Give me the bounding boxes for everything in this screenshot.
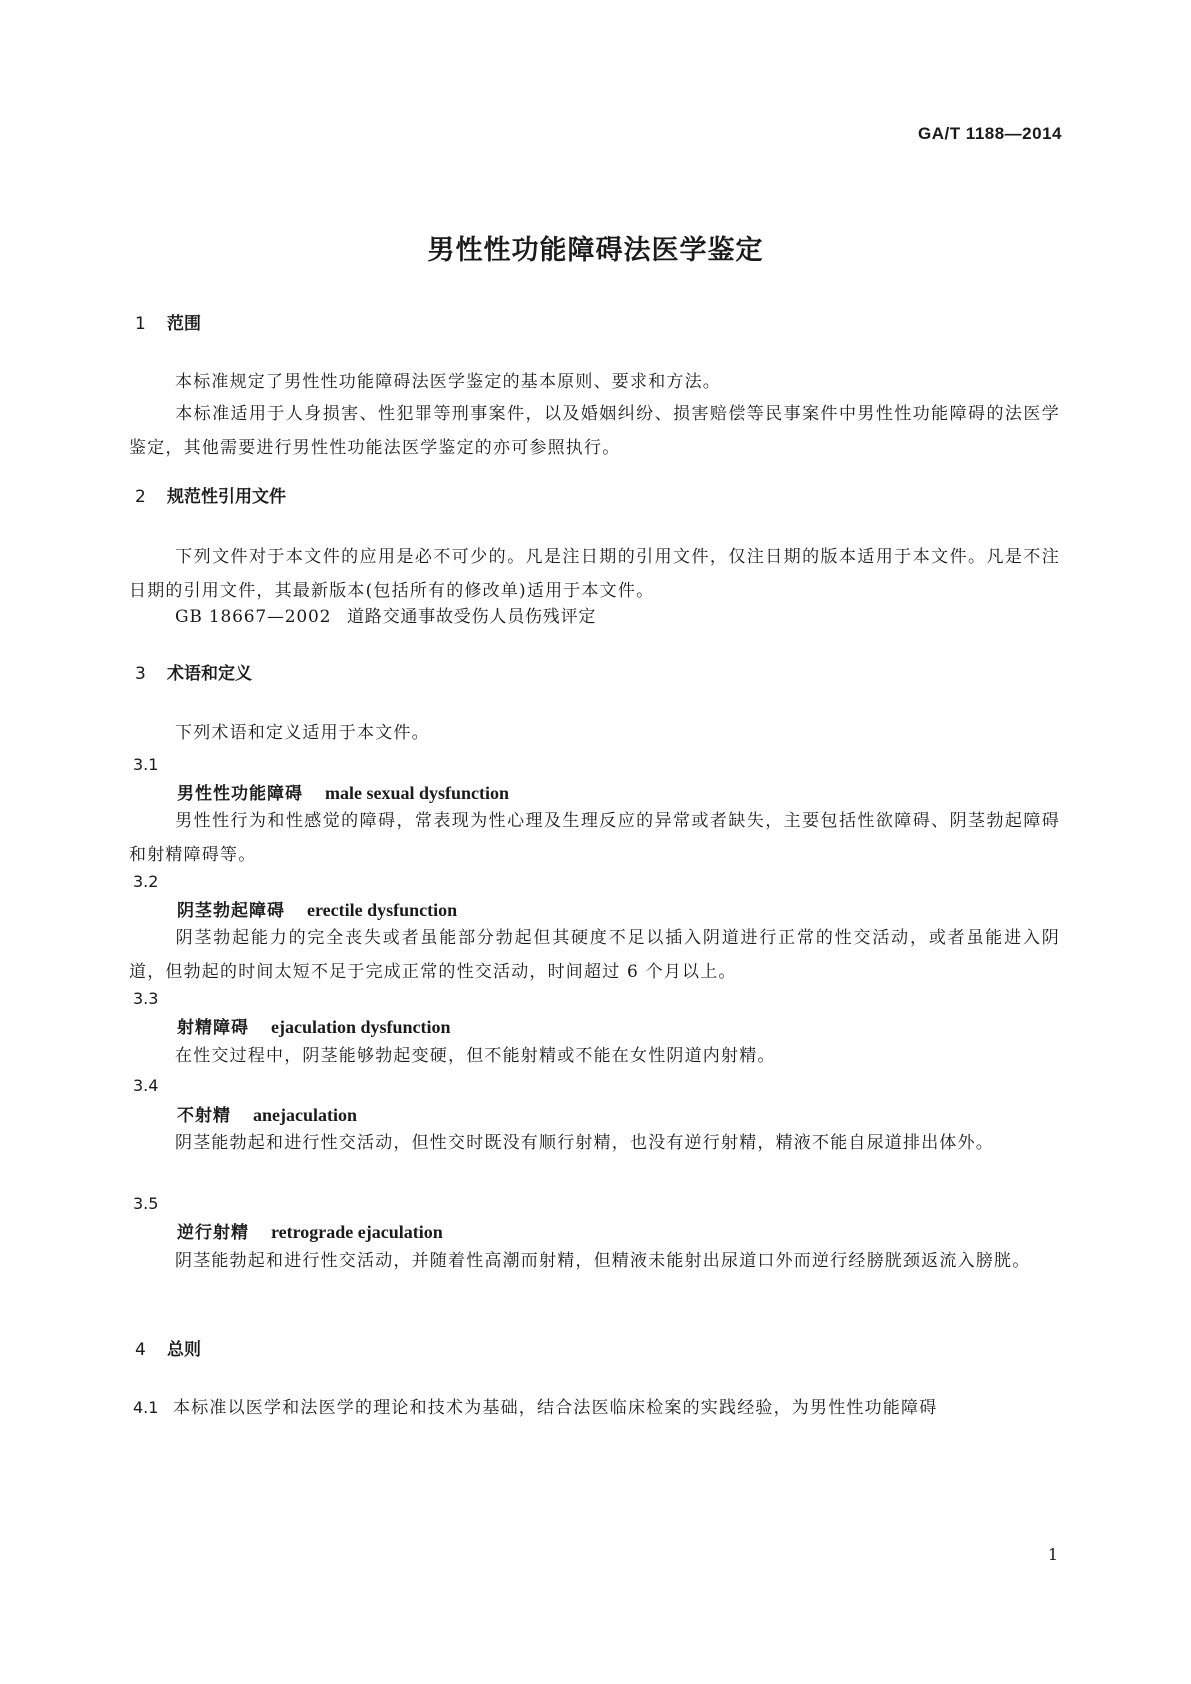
clause-4-1 — [133, 1391, 1060, 1425]
standard-code: GA/T 1188—2014 — [917, 124, 1062, 143]
term-zh: 阴茎勃起障碍 — [177, 901, 285, 921]
clause-number: 4.1 — [133, 1398, 159, 1417]
term-zh: 男性性功能障碍 — [177, 784, 303, 804]
term-heading — [177, 1104, 357, 1127]
term-zh: 逆行射精 — [177, 1223, 249, 1243]
paragraph-text: 男性性行为和性感觉的障碍，常表现为性心理及生理反应的异常或者缺失，主要包括性欲障碍、阴茎勃起障碍和射精障碍等。 — [129, 811, 1060, 865]
term-definition — [129, 804, 1060, 872]
normative-reference — [175, 600, 596, 634]
term-en: ejaculation dysfunction — [271, 1017, 451, 1037]
terms-intro — [129, 716, 1060, 750]
reference-title: 道路交通事故受伤人员伤残评定 — [347, 607, 597, 627]
normative-paragraph — [129, 540, 1060, 608]
paragraph-text: 阴茎勃起能力的完全丧失或者虽能部分勃起但其硬度不足以插入阴道进行正常的性交活动，或者虽能进入阴道，但勃起的时间太短不足于完成正常的性交活动，时间超过 6 个月以上。 — [129, 928, 1060, 982]
term-number: 3.1 — [133, 755, 159, 774]
section-number: 3 — [135, 664, 146, 684]
term-heading — [177, 782, 509, 805]
term-number: 3.3 — [133, 989, 159, 1008]
section-title: 术语和定义 — [167, 664, 252, 684]
paragraph-text: 阴茎能勃起和进行性交活动，并随着性高潮而射精，但精液未能射出尿道口外而逆行经膀胱颈返流入膀胱。 — [175, 1251, 1031, 1271]
paragraph-text: 本标准适用于人身损害、性犯罪等刑事案件，以及婚姻纠纷、损害赔偿等民事案件中男性性功能障碍的法医学鉴定，其他需要进行男性性功能法医学鉴定的亦可参照执行。 — [129, 404, 1060, 458]
term-en: retrograde ejaculation — [271, 1222, 443, 1242]
term-definition — [129, 1244, 1060, 1278]
term-definition — [129, 921, 1060, 989]
section-number: 1 — [135, 314, 146, 334]
section-4-heading — [135, 1339, 201, 1361]
term-heading — [177, 1016, 451, 1039]
section-3-heading — [135, 663, 252, 685]
paragraph-text: 阴茎能勃起和进行性交活动，但性交时既没有顺行射精，也没有逆行射精，精液不能自尿道排出体外。 — [175, 1133, 994, 1153]
term-definition — [129, 1039, 1060, 1073]
term-en: erectile dysfunction — [307, 900, 458, 920]
section-1-heading — [135, 313, 201, 335]
document-title: 男性性功能障碍法医学鉴定 — [427, 235, 764, 266]
section-number: 2 — [135, 487, 146, 507]
term-number: 3.2 — [133, 872, 159, 891]
term-en: male sexual dysfunction — [325, 783, 510, 803]
paragraph-text: 下列术语和定义适用于本文件。 — [175, 723, 430, 743]
term-number: 3.4 — [133, 1076, 159, 1095]
reference-code: GB 18667—2002 — [175, 607, 332, 627]
term-number: 3.5 — [133, 1194, 159, 1213]
scope-paragraph-2 — [129, 397, 1060, 465]
page-number: 1 — [1047, 1545, 1058, 1564]
section-title: 规范性引用文件 — [167, 487, 286, 507]
section-title: 总则 — [167, 1340, 201, 1360]
term-heading — [177, 899, 457, 922]
section-number: 4 — [135, 1340, 146, 1360]
term-heading — [177, 1221, 443, 1244]
paragraph-text: 本标准规定了男性性功能障碍法医学鉴定的基本原则、要求和方法。 — [175, 372, 721, 392]
scope-paragraph-1 — [129, 365, 1060, 399]
clause-text: 本标准以医学和法医学的理论和技术为基础，结合法医临床检案的实践经验，为男性性功能障碍 — [173, 1398, 938, 1418]
term-zh: 不射精 — [177, 1106, 231, 1126]
term-en: anejaculation — [253, 1105, 358, 1125]
term-definition — [129, 1126, 1060, 1160]
paragraph-text: 下列文件对于本文件的应用是必不可少的。凡是注日期的引用文件，仅注日期的版本适用于本文件。凡是不注日期的引用文件，其最新版本(包括所有的修改单)适用于本文件。 — [129, 547, 1060, 601]
paragraph-text: 在性交过程中，阴茎能够勃起变硬，但不能射精或不能在女性阴道内射精。 — [175, 1046, 776, 1066]
section-title: 范围 — [167, 314, 201, 334]
section-2-heading — [135, 486, 286, 508]
term-zh: 射精障碍 — [177, 1018, 249, 1038]
